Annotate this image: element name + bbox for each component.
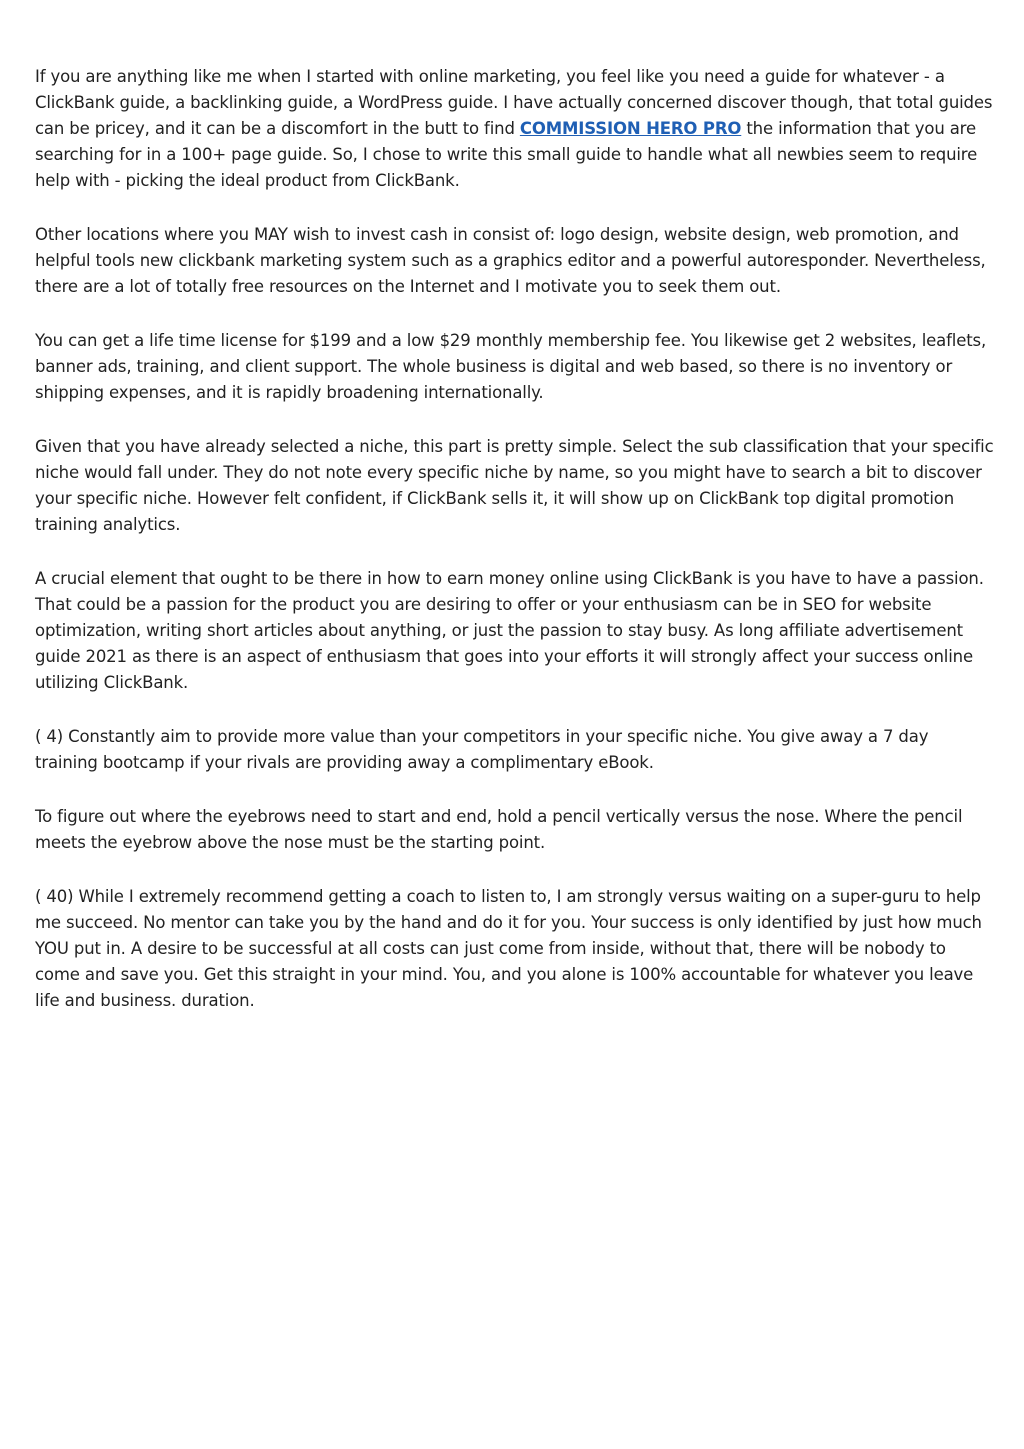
document-body	[35, 64, 995, 1042]
paragraph-intro-after: the information that you are searching for in a 100+ page guide. So, I chose to write this small guide to handle what all newbies seem to require help with - picking the ideal product from ClickBank.	[35, 119, 978, 190]
paragraph-investments: Other locations where you MAY wish to invest cash in consist of: logo design, website design, web promotion, and helpful tools new clickbank marketing system such as a graphics editor and a powerful autoresponder. Nevertheless, there are a lot of totally free resources on the Internet and I motivate you to seek them out.	[35, 225, 986, 296]
paragraph-niche: Given that you have already selected a niche, this part is pretty simple. Select the sub classification that your specific niche would fall under. They do not note every specific niche by name, so you might have to search a bit to discover your specific niche. However felt confident, if ClickBank sells it, it will show up on ClickBank top digital promotion training analytics.	[35, 437, 994, 534]
paragraph-intro-before: If you are anything like me when I started with online marketing, you feel like you need a guide for whatever - a ClickBank guide, a backlinking guide, a WordPress guide. I have actually concerned discover though, that total guides can be pricey, and it can be a discomfort in the butt to find	[35, 67, 993, 138]
paragraph-value: ( 4) Constantly aim to provide more value than your competitors in your specific niche. You give away a 7 day training bootcamp if your rivals are providing away a complimentary eBook.	[35, 727, 929, 772]
paragraph-coach: ( 40) While I extremely recommend getting a coach to listen to, I am strongly versus waiting on a super-guru to help me succeed. No mentor can take you by the hand and do it for you. Your success is only identified by just how much YOU put in. A desire to be successful at all costs can just come from inside, without that, there will be nobody to come and save you. Get this straight in your mind. You, and you alone is 100% accountable for whatever you leave life and business. duration.	[35, 887, 982, 1010]
paragraph-license: You can get a life time license for $199 and a low $29 monthly membership fee. You likewise get 2 websites, leaflets, banner ads, training, and client support. The whole business is digital and web based, so there is no inventory or shipping expenses, and it is rapidly broadening internationally.	[35, 331, 987, 402]
commission-hero-pro-link[interactable]: COMMISSION HERO PRO	[519, 119, 742, 138]
paragraph-intro	[35, 64, 995, 194]
paragraph-eyebrows: To figure out where the eyebrows need to start and end, hold a pencil vertically versus the nose. Where the pencil meets the eyebrow above the nose must be the starting point.	[35, 807, 963, 852]
paragraph-passion: A crucial element that ought to be there in how to earn money online using ClickBank is you have to have a passion. That could be a passion for the product you are desiring to offer or your enthusiasm can be in SEO for website optimization, writing short articles about anything, or just the passion to stay busy. As long affiliate advertisement guide 2021 as there is an aspect of enthusiasm that goes into your efforts it will strongly affect your success online utilizing ClickBank.	[35, 569, 984, 692]
